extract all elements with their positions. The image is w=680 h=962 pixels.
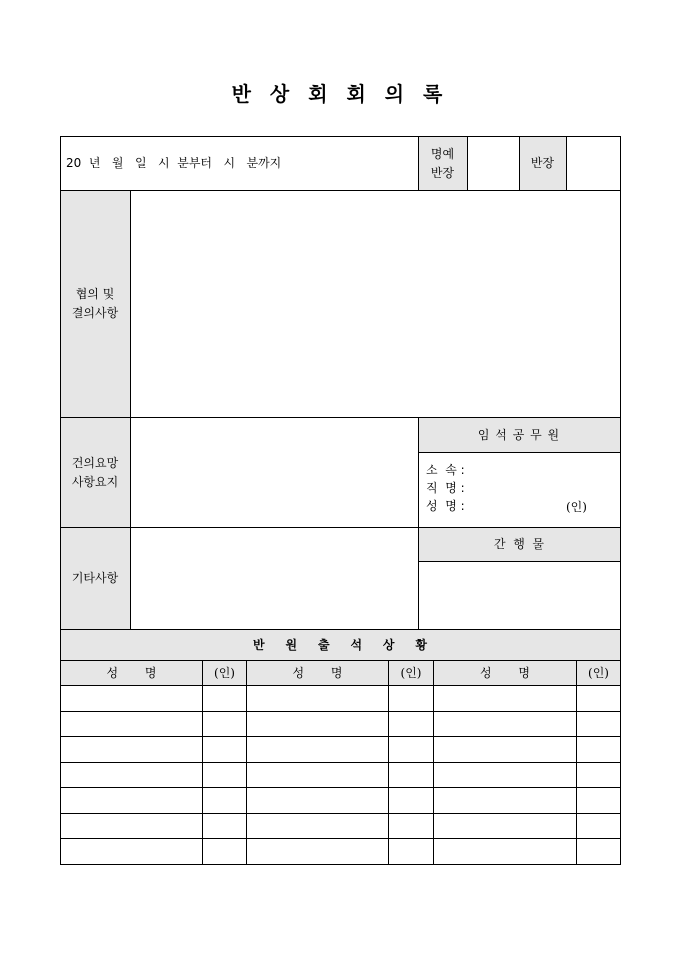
attendance-col-seal-2: (인): [400, 665, 422, 680]
officer-affiliation: 소 속 :: [426, 463, 465, 477]
attendance-col-seal-1: (인): [214, 665, 235, 680]
officer-position: 직 명 :: [426, 481, 465, 495]
suggestions-content[interactable]: [131, 418, 418, 527]
publications-header: 간 행 물: [493, 537, 545, 551]
officer-header: 임 석 공 무 원: [477, 427, 561, 442]
attendance-title: 반 원 출 석 상 황: [253, 637, 427, 652]
attendance-col-name-3: 성 명: [480, 665, 530, 680]
officer-info: [426, 461, 616, 521]
meeting-date-time: 20 년 월 일 시 분부터 시 분까지: [66, 156, 282, 170]
others-label: 기타사항: [71, 571, 119, 585]
chief-label: 반장: [530, 156, 555, 170]
discussion-label: 협의 및 결의사항: [71, 287, 119, 320]
attendance-col-seal-3: (인): [588, 665, 609, 680]
attendance-grid[interactable]: [61, 686, 620, 864]
chief-sign-box[interactable]: [567, 137, 620, 190]
publications-content[interactable]: [419, 562, 620, 629]
honorary-chief-sign-box[interactable]: [468, 137, 519, 190]
officer-name: 성 명 :: [426, 499, 465, 513]
discussion-content[interactable]: [131, 191, 620, 417]
others-content[interactable]: [131, 528, 418, 629]
page-title: 반 상 회 회 의 록: [231, 82, 449, 106]
honorary-chief-label: 명예 반장: [430, 146, 455, 180]
attendance-col-name-1: 성 명: [106, 665, 157, 680]
suggestions-label: 건의요망 사항요지: [71, 455, 119, 489]
officer-seal: (인): [566, 500, 587, 514]
attendance-col-name-2: 성 명: [292, 665, 343, 680]
